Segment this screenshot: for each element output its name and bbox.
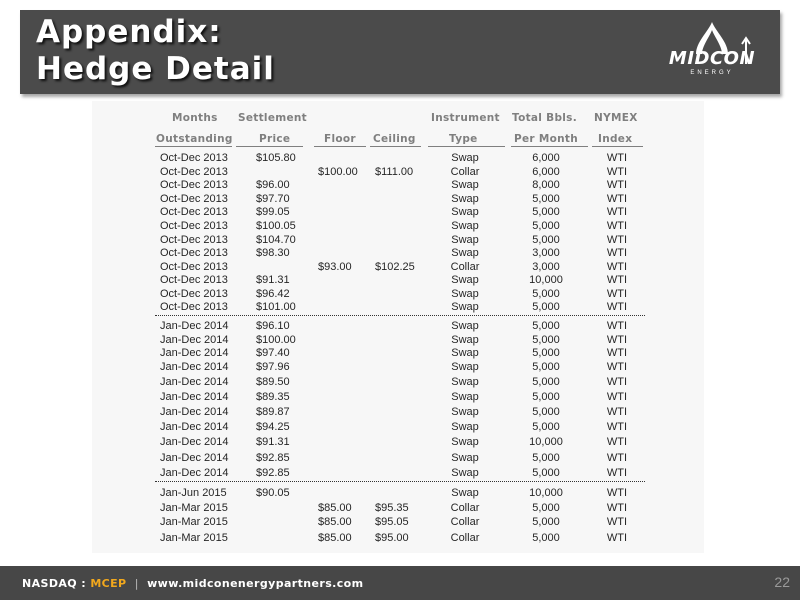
cell-instrument-type: Swap: [451, 193, 479, 205]
header-floor: Floor: [324, 133, 356, 145]
title-line-2: Hedge Detail: [36, 51, 275, 87]
cell-index: WTI: [606, 179, 628, 191]
cell-instrument-type: Swap: [451, 320, 479, 332]
header-settlement: Settlement: [238, 112, 307, 124]
cell-bbls-per-month: 5,000: [532, 421, 560, 433]
cell-instrument-type: Collar: [450, 166, 480, 178]
cell-settlement-price: $104.70: [256, 234, 296, 246]
cell-index: WTI: [606, 166, 628, 178]
cell-months: Oct-Dec 2013: [160, 206, 228, 218]
footer-url[interactable]: www.midconenergypartners.com: [147, 577, 364, 590]
cell-index: WTI: [606, 274, 628, 286]
midcon-logo: [666, 20, 758, 86]
cell-instrument-type: Collar: [450, 516, 480, 528]
cell-months: Oct-Dec 2013: [160, 220, 228, 232]
cell-months: Jan-Dec 2014: [160, 361, 229, 373]
cell-index: WTI: [606, 193, 628, 205]
cell-bbls-per-month: 5,000: [532, 532, 560, 544]
cell-index: WTI: [606, 261, 628, 273]
cell-bbls-per-month: 5,000: [532, 502, 560, 514]
cell-index: WTI: [606, 516, 628, 528]
cell-bbls-per-month: 6,000: [532, 166, 560, 178]
cell-index: WTI: [606, 487, 628, 499]
cell-index: WTI: [606, 288, 628, 300]
cell-instrument-type: Swap: [451, 452, 479, 464]
cell-settlement-price: $89.87: [256, 406, 290, 418]
cell-bbls-per-month: 5,000: [532, 301, 560, 313]
cell-months: Jan-Dec 2014: [160, 376, 229, 388]
cell-months: Jan-Dec 2014: [160, 452, 229, 464]
cell-bbls-per-month: 5,000: [532, 376, 560, 388]
cell-bbls-per-month: 5,000: [532, 347, 560, 359]
cell-index: WTI: [606, 247, 628, 259]
cell-floor: $93.00: [318, 261, 352, 273]
cell-bbls-per-month: 5,000: [532, 406, 560, 418]
cell-settlement-price: $100.05: [256, 220, 296, 232]
cell-settlement-price: $98.30: [256, 247, 290, 259]
cell-months: Jan-Mar 2015: [160, 532, 228, 544]
cell-instrument-type: Swap: [451, 421, 479, 433]
slide-header: [20, 10, 780, 94]
cell-settlement-price: $92.85: [256, 467, 290, 479]
cell-ceiling: $95.05: [375, 516, 409, 528]
cell-months: Oct-Dec 2013: [160, 193, 228, 205]
cell-index: WTI: [606, 376, 628, 388]
cell-index: WTI: [606, 220, 628, 232]
cell-index: WTI: [606, 347, 628, 359]
cell-index: WTI: [606, 532, 628, 544]
cell-instrument-type: Collar: [450, 502, 480, 514]
cell-settlement-price: $101.00: [256, 301, 296, 313]
cell-months: Jan-Dec 2014: [160, 334, 229, 346]
cell-bbls-per-month: 10,000: [529, 274, 563, 286]
cell-months: Jan-Dec 2014: [160, 467, 229, 479]
cell-index: WTI: [606, 334, 628, 346]
footer-exchange: NASDAQ :: [22, 577, 87, 590]
cell-instrument-type: Swap: [451, 406, 479, 418]
logo-wordmark: MIDCON: [668, 48, 756, 69]
cell-settlement-price: $97.40: [256, 347, 290, 359]
cell-bbls-per-month: 5,000: [532, 467, 560, 479]
cell-settlement-price: $89.50: [256, 376, 290, 388]
cell-settlement-price: $105.80: [256, 152, 296, 164]
cell-instrument-type: Swap: [451, 288, 479, 300]
cell-instrument-type: Swap: [451, 487, 479, 499]
cell-index: WTI: [606, 320, 628, 332]
header-price: Price: [259, 133, 291, 145]
cell-instrument-type: Swap: [451, 206, 479, 218]
cell-ceiling: $102.25: [375, 261, 415, 273]
header-rule: [428, 146, 505, 147]
cell-floor: $85.00: [318, 532, 352, 544]
cell-months: Oct-Dec 2013: [160, 234, 228, 246]
cell-months: Oct-Dec 2013: [160, 261, 228, 273]
cell-bbls-per-month: 5,000: [532, 516, 560, 528]
cell-settlement-price: $96.42: [256, 288, 290, 300]
cell-months: Jan-Dec 2014: [160, 436, 229, 448]
header-instrument: Instrument: [431, 112, 500, 124]
cell-settlement-price: $96.00: [256, 179, 290, 191]
cell-bbls-per-month: 5,000: [532, 391, 560, 403]
cell-bbls-per-month: 3,000: [532, 261, 560, 273]
cell-ceiling: $95.35: [375, 502, 409, 514]
slide-title: [36, 14, 275, 88]
cell-months: Jan-Dec 2014: [160, 421, 229, 433]
cell-instrument-type: Swap: [451, 334, 479, 346]
cell-ceiling: $95.00: [375, 532, 409, 544]
cell-instrument-type: Swap: [451, 274, 479, 286]
cell-months: Oct-Dec 2013: [160, 166, 228, 178]
cell-index: WTI: [606, 421, 628, 433]
cell-index: WTI: [606, 406, 628, 418]
cell-index: WTI: [606, 452, 628, 464]
slide-footer: [0, 566, 800, 600]
cell-instrument-type: Swap: [451, 376, 479, 388]
header-rule: [155, 146, 232, 147]
cell-months: Jan-Dec 2014: [160, 391, 229, 403]
cell-bbls-per-month: 5,000: [532, 193, 560, 205]
cell-instrument-type: Swap: [451, 247, 479, 259]
logo-subtext: ENERGY: [690, 70, 734, 76]
cell-index: WTI: [606, 301, 628, 313]
footer-text: [22, 577, 363, 590]
cell-index: WTI: [606, 234, 628, 246]
cell-months: Jan-Dec 2014: [160, 406, 229, 418]
cell-bbls-per-month: 5,000: [532, 206, 560, 218]
cell-months: Jan-Dec 2014: [160, 347, 229, 359]
cell-months: Jan-Mar 2015: [160, 516, 228, 528]
footer-ticker: MCEP: [90, 577, 127, 590]
header-outstanding: Outstanding: [156, 133, 233, 145]
page-number: 22: [774, 574, 790, 590]
cell-months: Jan-Mar 2015: [160, 502, 228, 514]
cell-bbls-per-month: 5,000: [532, 234, 560, 246]
cell-settlement-price: $89.35: [256, 391, 290, 403]
header-type: Type: [449, 133, 478, 145]
cell-settlement-price: $99.05: [256, 206, 290, 218]
cell-index: WTI: [606, 502, 628, 514]
cell-index: WTI: [606, 436, 628, 448]
cell-bbls-per-month: 8,000: [532, 179, 560, 191]
cell-bbls-per-month: 10,000: [529, 436, 563, 448]
cell-months: Oct-Dec 2013: [160, 152, 228, 164]
section-separator: [155, 315, 645, 316]
header-index: Index: [598, 133, 633, 145]
header-total-bbls: Total Bbls.: [512, 112, 577, 124]
cell-ceiling: $111.00: [375, 166, 414, 178]
header-rule: [236, 146, 303, 147]
cell-instrument-type: Swap: [451, 301, 479, 313]
cell-instrument-type: Swap: [451, 179, 479, 191]
cell-settlement-price: $91.31: [256, 274, 290, 286]
cell-bbls-per-month: 5,000: [532, 220, 560, 232]
header-per-month: Per Month: [514, 133, 578, 145]
cell-months: Jan-Dec 2014: [160, 320, 229, 332]
cell-settlement-price: $92.85: [256, 452, 290, 464]
header-ceiling: Ceiling: [373, 133, 416, 145]
cell-index: WTI: [606, 391, 628, 403]
cell-months: Oct-Dec 2013: [160, 247, 228, 259]
cell-index: WTI: [606, 206, 628, 218]
header-rule: [511, 146, 588, 147]
cell-settlement-price: $90.05: [256, 487, 290, 499]
cell-index: WTI: [606, 361, 628, 373]
title-line-1: Appendix:: [36, 14, 222, 50]
cell-instrument-type: Collar: [450, 261, 480, 273]
header-months: Months: [172, 112, 218, 124]
cell-bbls-per-month: 10,000: [529, 487, 563, 499]
cell-months: Oct-Dec 2013: [160, 301, 228, 313]
header-rule: [314, 146, 366, 147]
cell-instrument-type: Collar: [450, 532, 480, 544]
cell-months: Oct-Dec 2013: [160, 288, 228, 300]
header-rule: [370, 146, 421, 147]
cell-instrument-type: Swap: [451, 152, 479, 164]
cell-floor: $100.00: [318, 166, 358, 178]
cell-instrument-type: Swap: [451, 347, 479, 359]
cell-bbls-per-month: 5,000: [532, 288, 560, 300]
section-separator: [155, 481, 645, 482]
cell-settlement-price: $96.10: [256, 320, 290, 332]
cell-settlement-price: $94.25: [256, 421, 290, 433]
cell-instrument-type: Swap: [451, 220, 479, 232]
cell-bbls-per-month: 5,000: [532, 334, 560, 346]
cell-bbls-per-month: 5,000: [532, 320, 560, 332]
cell-index: WTI: [606, 152, 628, 164]
cell-instrument-type: Swap: [451, 234, 479, 246]
cell-instrument-type: Swap: [451, 361, 479, 373]
cell-bbls-per-month: 6,000: [532, 152, 560, 164]
footer-separator: |: [134, 577, 139, 590]
cell-index: WTI: [606, 467, 628, 479]
cell-months: Oct-Dec 2013: [160, 274, 228, 286]
cell-months: Oct-Dec 2013: [160, 179, 228, 191]
cell-bbls-per-month: 5,000: [532, 452, 560, 464]
cell-settlement-price: $100.00: [256, 334, 296, 346]
cell-months: Jan-Jun 2015: [160, 487, 227, 499]
cell-bbls-per-month: 3,000: [532, 247, 560, 259]
cell-floor: $85.00: [318, 502, 352, 514]
cell-instrument-type: Swap: [451, 436, 479, 448]
cell-bbls-per-month: 5,000: [532, 361, 560, 373]
cell-settlement-price: $97.96: [256, 361, 290, 373]
cell-instrument-type: Swap: [451, 467, 479, 479]
cell-instrument-type: Swap: [451, 391, 479, 403]
cell-floor: $85.00: [318, 516, 352, 528]
cell-settlement-price: $97.70: [256, 193, 290, 205]
header-rule: [592, 146, 643, 147]
cell-settlement-price: $91.31: [256, 436, 290, 448]
header-nymex: NYMEX: [594, 112, 638, 124]
